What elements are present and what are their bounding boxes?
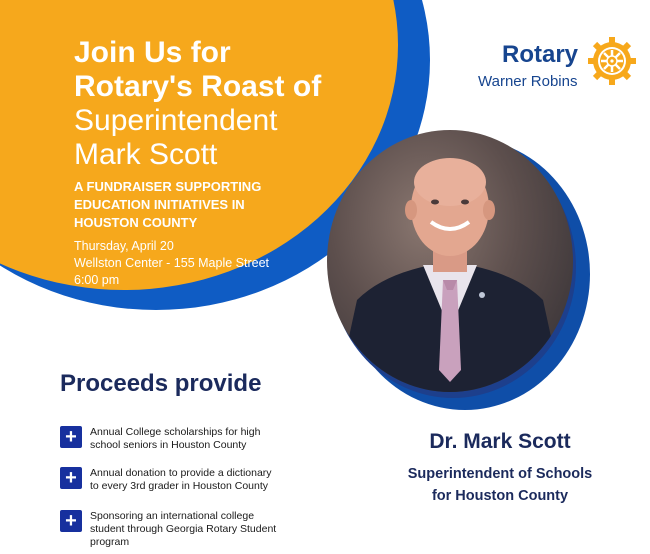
- rotary-logo: [478, 37, 638, 93]
- proceeds-item-line: Annual donation to provide a dictionary: [90, 467, 272, 479]
- proceeds-item-line: school seniors in Houston County: [90, 439, 247, 451]
- plus-icon: +: [60, 467, 82, 489]
- honoree-title-line-2: for Houston County: [431, 488, 569, 504]
- event-time: 6:00 pm: [74, 273, 120, 287]
- proceeds-item-line: student through Georgia Rotary Student: [90, 523, 277, 535]
- honoree-name: Dr. Mark Scott: [429, 430, 571, 453]
- plus-icon: +: [60, 426, 82, 448]
- proceeds-item-text: [90, 467, 305, 493]
- headline: [74, 36, 321, 172]
- rotary-wheel-icon: [588, 37, 636, 85]
- honoree-title: [340, 463, 650, 507]
- proceeds-item-text: [90, 510, 305, 549]
- headline-line-1: Join Us for: [74, 36, 231, 69]
- proceeds-item-text: [90, 426, 305, 452]
- event-date: Thursday, April 20: [74, 239, 174, 253]
- rotary-club-name: Warner Robins: [478, 73, 578, 90]
- headline-line-4: Mark Scott: [74, 138, 218, 171]
- proceeds-item-line: Annual College scholarships for high: [90, 426, 261, 438]
- subheadline-line-2: EDUCATION INITIATIVES IN: [74, 197, 245, 212]
- portrait-illustration: [327, 130, 573, 392]
- honoree-portrait: [327, 130, 573, 392]
- headline-line-3: Superintendent: [74, 104, 278, 137]
- plus-icon: +: [60, 510, 82, 532]
- subheadline-line-1: A FUNDRAISER SUPPORTING: [74, 179, 262, 194]
- proceeds-item-line: program: [90, 536, 130, 548]
- subheadline: [74, 178, 261, 232]
- proceeds-item-line: Sponsoring an international college: [90, 510, 255, 522]
- rotary-logo-word: Rotary: [502, 41, 579, 68]
- proceeds-item-line: to every 3rd grader in Houston County: [90, 480, 269, 492]
- subheadline-line-3: HOUSTON COUNTY: [74, 215, 198, 230]
- event-location: Wellston Center - 155 Maple Street: [74, 256, 270, 270]
- honoree-title-line-1: Superintendent of Schools: [407, 466, 593, 482]
- headline-line-2: Rotary's Roast of: [74, 70, 322, 103]
- event-details: [74, 238, 269, 289]
- proceeds-title: Proceeds provide: [60, 370, 262, 397]
